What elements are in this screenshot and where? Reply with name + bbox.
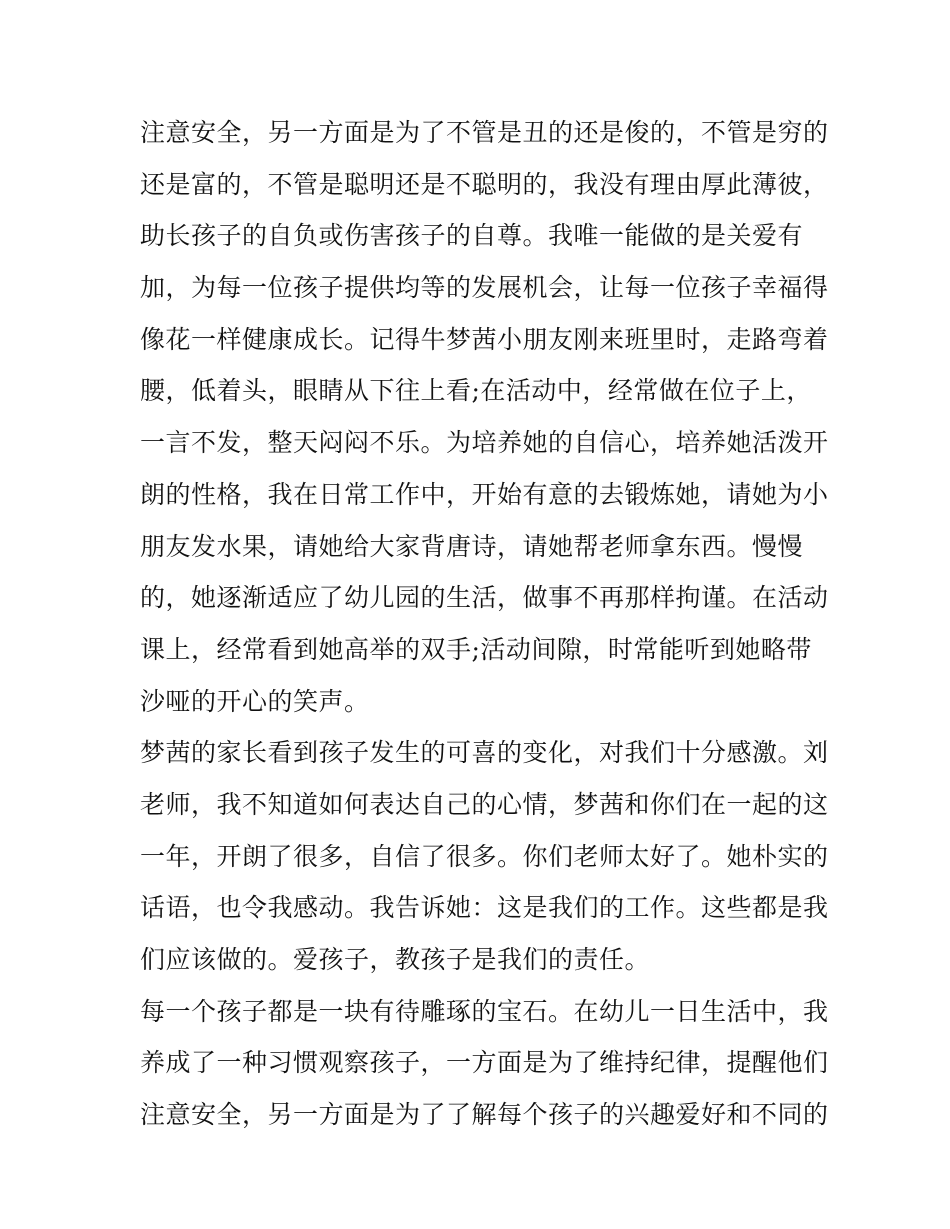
text-line: 梦茜的家长看到孩子发生的可喜的变化，对我们十分感激。刘 bbox=[140, 738, 829, 768]
text-line: 们应该做的。爱孩子，教孩子是我们的责任。 bbox=[140, 945, 651, 974]
document-body bbox=[140, 107, 830, 1141]
text-line: 一言不发，整天闷闷不乐。为培养她的自信心，培养她活泼开 bbox=[140, 428, 829, 458]
text-line: 朗的性格，我在日常工作中，开始有意的去锻炼她，请她为小 bbox=[140, 479, 829, 509]
text-line: 老师，我不知道如何表达自己的心情，梦茜和你们在一起的这 bbox=[140, 789, 829, 819]
text-line: 腰，低着头，眼睛从下往上看;在活动中，经常做在位子上， bbox=[140, 376, 812, 406]
text-line: 加，为每一位孩子提供均等的发展机会，让每一位孩子幸福得 bbox=[140, 273, 829, 303]
text-line: 课上，经常看到她高举的双手;活动间隙，时常能听到她略带 bbox=[140, 634, 812, 664]
text-line: 像花一样健康成长。记得牛梦茜小朋友刚来班里时，走路弯着 bbox=[140, 324, 829, 354]
text-line: 注意安全，另一方面是为了了解每个孩子的兴趣爱好和不同的 bbox=[140, 1100, 829, 1130]
text-line: 注意安全，另一方面是为了不管是丑的还是俊的，不管是穷的 bbox=[140, 118, 829, 147]
text-line: 每一个孩子都是一块有待雕琢的宝石。在幼儿一日生活中，我 bbox=[140, 996, 829, 1026]
text-line: 的，她逐渐适应了幼儿园的生活，做事不再那样拘谨。在活动 bbox=[140, 583, 829, 613]
text-line: 一年，开朗了很多，自信了很多。你们老师太好了。她朴实的 bbox=[140, 841, 829, 871]
text-line: 助长孩子的自负或伤害孩子的自尊。我唯一能做的是关爱有 bbox=[140, 221, 804, 251]
text-line: 还是富的，不管是聪明还是不聪明的，我没有理由厚此薄彼， bbox=[140, 169, 829, 199]
text-line: 沙哑的开心的笑声。 bbox=[140, 686, 370, 716]
text-line: 养成了一种习惯观察孩子，一方面是为了维持纪律，提醒他们 bbox=[140, 1048, 829, 1078]
text-line: 朋友发水果，请她给大家背唐诗，请她帮老师拿东西。慢慢 bbox=[140, 531, 804, 561]
text-line: 话语，也令我感动。我告诉她：这是我们的工作。这些都是我 bbox=[140, 893, 829, 923]
